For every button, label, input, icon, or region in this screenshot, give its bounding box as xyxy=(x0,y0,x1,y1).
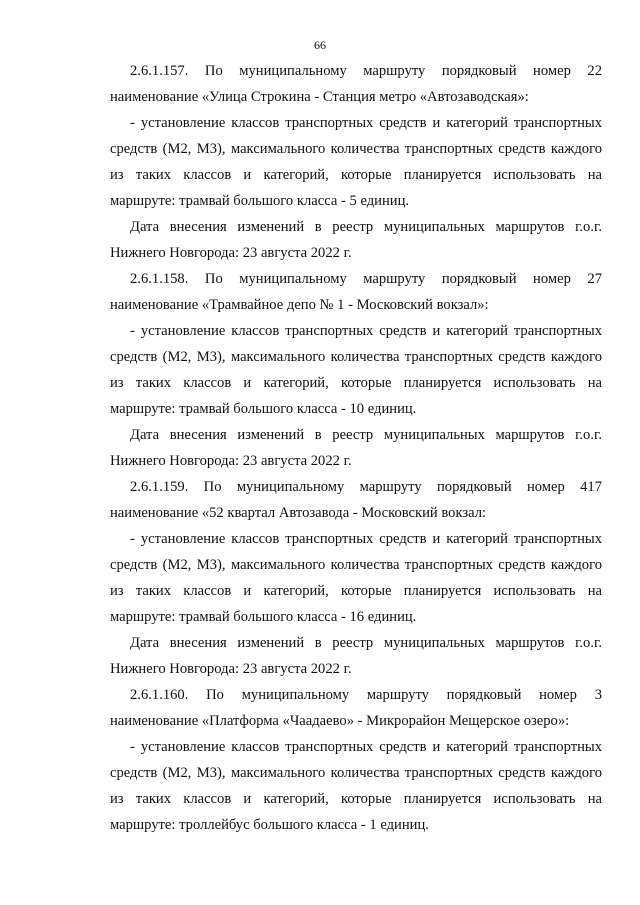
vehicle-classes-159: - установление классов транспортных средств и категорий транспортных средств (М2, М3), максимального количества транспортных средств каждого из таких классов и категорий, которые планируется использовать на маршруте: трамвай большого класса - 16 единиц. xyxy=(110,531,602,625)
vehicle-classes-158: - установление классов транспортных средств и категорий транспортных средств (М2, М3), максимального количества транспортных средств каждого из таких классов и категорий, которые планируется использовать на маршруте: трамвай большого класса - 10 единиц. xyxy=(110,323,602,417)
vehicle-classes-157: - установление классов транспортных средств и категорий транспортных средств (М2, М3), максимального количества транспортных средств каждого из таких классов и категорий, которые планируется использовать на маршруте: трамвай большого класса - 5 единиц. xyxy=(110,115,602,209)
registry-date-157: Дата внесения изменений в реестр муниципальных маршрутов г.о.г. Нижнего Новгорода: 23 августа 2022 г. xyxy=(110,219,602,261)
section-heading-157: 2.6.1.157. По муниципальному маршруту порядковый номер 22 наименование «Улица Строкина - Станция метро «Автозаводская»: xyxy=(110,63,602,105)
section-heading-160: 2.6.1.160. По муниципальному маршруту порядковый номер 3 наименование «Платформа «Чаадаево» - Микрорайон Мещерское озеро»: xyxy=(110,687,602,729)
registry-date-159: Дата внесения изменений в реестр муниципальных маршрутов г.о.г. Нижнего Новгорода: 23 августа 2022 г. xyxy=(110,635,602,677)
document-body xyxy=(110,58,602,838)
section-heading-158: 2.6.1.158. По муниципальному маршруту порядковый номер 27 наименование «Трамвайное депо № 1 - Московский вокзал»: xyxy=(110,271,602,313)
page-number: 66 xyxy=(314,38,326,52)
section-heading-159: 2.6.1.159. По муниципальному маршруту порядковый номер 417 наименование «52 квартал Автозавода - Московский вокзал: xyxy=(110,479,602,521)
registry-date-158: Дата внесения изменений в реестр муниципальных маршрутов г.о.г. Нижнего Новгорода: 23 августа 2022 г. xyxy=(110,427,602,469)
vehicle-classes-160: - установление классов транспортных средств и категорий транспортных средств (М2, М3), максимального количества транспортных средств каждого из таких классов и категорий, которые планируется использовать на маршруте: троллейбус большого класса - 1 единиц. xyxy=(110,739,602,833)
